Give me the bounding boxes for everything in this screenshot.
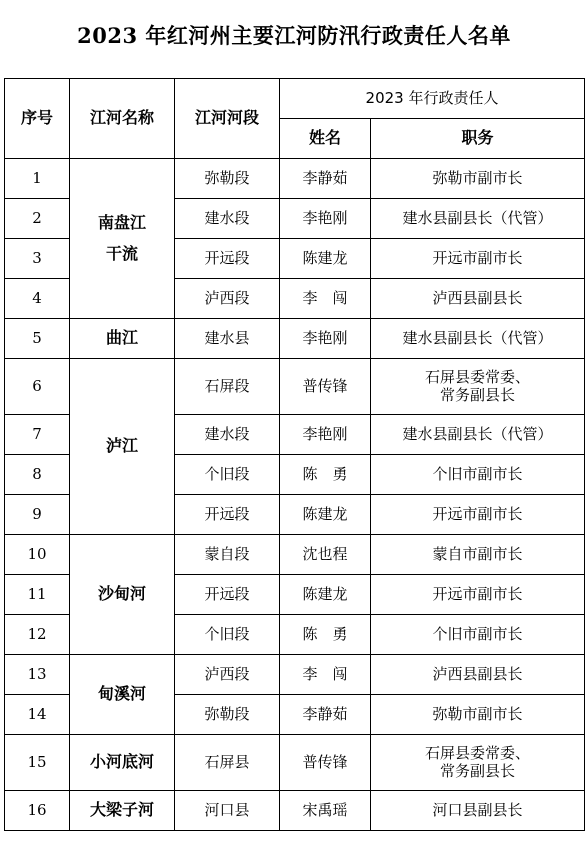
row-number: 2	[5, 199, 70, 239]
person-duty	[371, 791, 585, 831]
river-name-line: 曲江	[105, 328, 138, 348]
header-river: 江河名称	[70, 79, 175, 159]
person-name: 普传锋	[280, 735, 371, 791]
person-name: 李静茹	[280, 695, 371, 735]
responsibility-table	[4, 78, 585, 831]
row-number: 12	[5, 615, 70, 655]
river-section: 弥勒段	[175, 159, 280, 199]
river-name-line: 南盘江	[97, 213, 146, 233]
river-section: 弥勒段	[175, 695, 280, 735]
duty-line: 开远市副市长	[432, 504, 523, 523]
table-row	[5, 319, 585, 359]
river-name-line: 干流	[105, 243, 138, 263]
duty-line: 建水县副县长（代管）	[402, 208, 553, 227]
person-name: 李 闯	[280, 279, 371, 319]
row-number: 15	[5, 735, 70, 791]
duty-line: 泸西县副县长	[432, 288, 523, 307]
person-duty	[371, 159, 585, 199]
river-name	[70, 535, 175, 655]
river-name	[70, 159, 175, 319]
duty-line: 蒙自市副市长	[432, 544, 523, 563]
person-name: 李 闯	[280, 655, 371, 695]
river-name-line: 大梁子河	[89, 800, 154, 820]
person-duty	[371, 735, 585, 791]
page-title: 2023 年红河州主要江河防汛行政责任人名单	[77, 23, 511, 48]
river-section: 蒙自段	[175, 535, 280, 575]
person-name: 李艳刚	[280, 319, 371, 359]
person-name: 陈 勇	[280, 615, 371, 655]
river-name-line: 泸江	[105, 436, 138, 456]
river-section: 石屏段	[175, 359, 280, 415]
river-section: 泸西段	[175, 655, 280, 695]
row-number: 10	[5, 535, 70, 575]
table-row	[5, 359, 585, 415]
person-duty	[371, 695, 585, 735]
person-duty	[371, 279, 585, 319]
table-body	[5, 159, 585, 831]
duty-line: 个旧市副市长	[432, 464, 523, 483]
duty-line: 建水县副县长（代管）	[402, 328, 553, 347]
river-section: 开远段	[175, 239, 280, 279]
table-row	[5, 791, 585, 831]
person-duty	[371, 359, 585, 415]
duty-line: 石屏县委常委、	[425, 744, 531, 763]
duty-line: 河口县副县长	[432, 800, 523, 819]
row-number: 3	[5, 239, 70, 279]
duty-line: 弥勒市副市长	[432, 704, 523, 723]
duty-line: 泸西县副县长	[432, 664, 523, 683]
person-duty	[371, 415, 585, 455]
row-number: 1	[5, 159, 70, 199]
person-duty	[371, 495, 585, 535]
person-duty	[371, 319, 585, 359]
river-section: 建水段	[175, 415, 280, 455]
header-no: 序号	[5, 79, 70, 159]
table-row	[5, 159, 585, 199]
person-name: 陈建龙	[280, 495, 371, 535]
row-number: 5	[5, 319, 70, 359]
table-row	[5, 655, 585, 695]
table-row	[5, 735, 585, 791]
duty-line: 常务副县长	[440, 761, 516, 780]
person-duty	[371, 615, 585, 655]
table-row	[5, 535, 585, 575]
header-name: 姓名	[280, 119, 371, 159]
person-name: 宋禹瑶	[280, 791, 371, 831]
river-section: 泸西段	[175, 279, 280, 319]
river-section: 河口县	[175, 791, 280, 831]
duty-line: 开远市副市长	[432, 584, 523, 603]
person-name: 陈建龙	[280, 575, 371, 615]
header-duty: 职务	[371, 119, 585, 159]
person-name: 李静茹	[280, 159, 371, 199]
row-number: 11	[5, 575, 70, 615]
duty-line: 个旧市副市长	[432, 624, 523, 643]
river-name	[70, 735, 175, 791]
row-number: 16	[5, 791, 70, 831]
river-section: 开远段	[175, 495, 280, 535]
person-name: 李艳刚	[280, 199, 371, 239]
river-section: 建水段	[175, 199, 280, 239]
river-name	[70, 319, 175, 359]
person-name: 陈 勇	[280, 455, 371, 495]
river-section: 石屏县	[175, 735, 280, 791]
row-number: 6	[5, 359, 70, 415]
river-name-line: 沙甸河	[97, 584, 146, 604]
duty-line: 开远市副市长	[432, 248, 523, 267]
river-section: 开远段	[175, 575, 280, 615]
river-name-line: 甸溪河	[97, 684, 146, 704]
river-section: 建水县	[175, 319, 280, 359]
row-number: 8	[5, 455, 70, 495]
duty-line: 常务副县长	[440, 385, 516, 404]
river-section: 个旧段	[175, 455, 280, 495]
duty-line: 石屏县委常委、	[425, 368, 531, 387]
person-name: 李艳刚	[280, 415, 371, 455]
person-duty	[371, 575, 585, 615]
person-duty	[371, 199, 585, 239]
person-duty	[371, 655, 585, 695]
person-duty	[371, 239, 585, 279]
header-section: 江河河段	[175, 79, 280, 159]
row-number: 9	[5, 495, 70, 535]
row-number: 4	[5, 279, 70, 319]
duty-line: 弥勒市副市长	[432, 168, 523, 187]
row-number: 13	[5, 655, 70, 695]
person-duty	[371, 535, 585, 575]
person-name: 陈建龙	[280, 239, 371, 279]
person-duty	[371, 455, 585, 495]
row-number: 14	[5, 695, 70, 735]
person-name: 沈也程	[280, 535, 371, 575]
river-name	[70, 359, 175, 535]
header-group: 2023 年行政责任人	[280, 79, 585, 119]
person-name: 普传锋	[280, 359, 371, 415]
river-section: 个旧段	[175, 615, 280, 655]
row-number: 7	[5, 415, 70, 455]
duty-line: 建水县副县长（代管）	[402, 424, 553, 443]
river-name	[70, 791, 175, 831]
river-name	[70, 655, 175, 735]
river-name-line: 小河底河	[89, 752, 154, 772]
